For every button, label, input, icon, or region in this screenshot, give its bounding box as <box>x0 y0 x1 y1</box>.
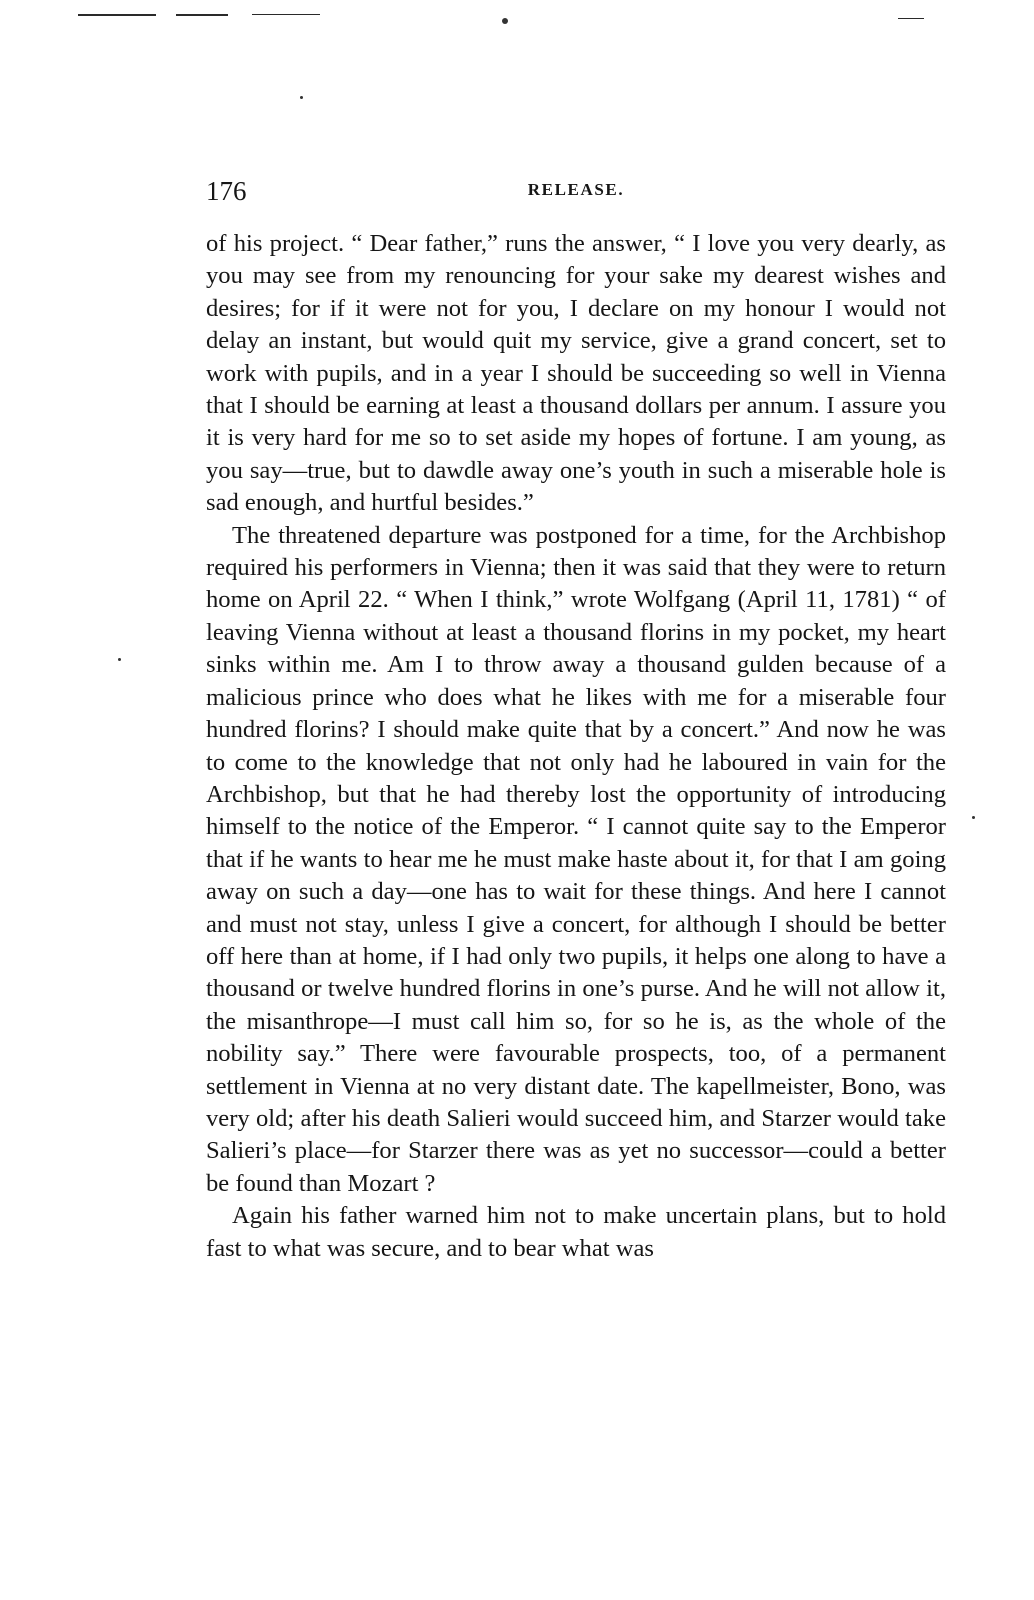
scan-artifact-rule <box>176 14 228 16</box>
page-header <box>206 176 946 210</box>
paragraph: of his project. “ Dear father,” runs the answer, “ I love you very dearly, as you may see from my renouncing for your sake my dearest wishes and desires; for if it were not for you, I declare on my honour I would not delay an instant, but would quit my service, give a grand concert, set to work with pupils, and in a year I should be succeeding so well in Vienna that I should be earning at least a thousand dollars per annum. I assure you it is very hard for me so to set aside my hopes of fortune. I am young, as you say—true, but to dawdle away one’s youth in such a miserable hole is sad enough, and hurtful besides.” <box>206 230 946 517</box>
page-number: 176 <box>206 176 247 206</box>
scan-artifact-dot <box>118 658 121 661</box>
scan-artifact-dot <box>502 18 508 24</box>
body-text <box>206 228 946 1265</box>
scan-artifact-rule <box>898 18 924 19</box>
paragraph: The threatened departure was postponed for a time, for the Archbishop required his performers in Vienna; then it was said that they were to return home on April 22. “ When I think,” wrote Wolfgang (April 11, 1781) “ of leaving Vienna without at least a thousand florins in my pocket, my heart sinks within me. Am I to throw away a thousand gulden because of a malicious prince who does what he likes with me for a miserable four hundred florins? I should make quite that by a concert.” And now he was to come to the knowledge that not only had he laboured in vain for the Archbishop, but that he had thereby lost the opportunity of introducing himself to the notice of the Emperor. “ I cannot quite say to the Emperor that if he wants to hear me he must make haste about it, for that I am going away on such a day—one has to wait for these things. And here I cannot and must not stay, unless I give a concert, for although I should be better off here than at home, if I had only two pupils, it helps one along to have a thousand or twelve hundred florins in one’s purse. And he will not allow it, the misanthrope—I must call him so, for so he is, as the whole of the nobility say.” There were favourable prospects, too, of a permanent settlement in Vienna at no very distant date. The kapellmeister, Bono, was very old; after his death Salieri would succeed him, and Starzer would take Salieri’s place—for Starzer there was as yet no successor—could a better be found than Mozart ? <box>206 521 946 1197</box>
running-head: RELEASE. <box>527 180 625 199</box>
scan-artifact-dot <box>300 96 303 99</box>
scan-artifact-rule <box>252 14 320 15</box>
scan-artifact-dot <box>972 816 975 819</box>
paragraph: Again his father warned him not to make uncertain plans, but to hold fast to what was secure, and to bear what was <box>206 1202 946 1262</box>
scan-artifact-rule <box>78 14 156 16</box>
